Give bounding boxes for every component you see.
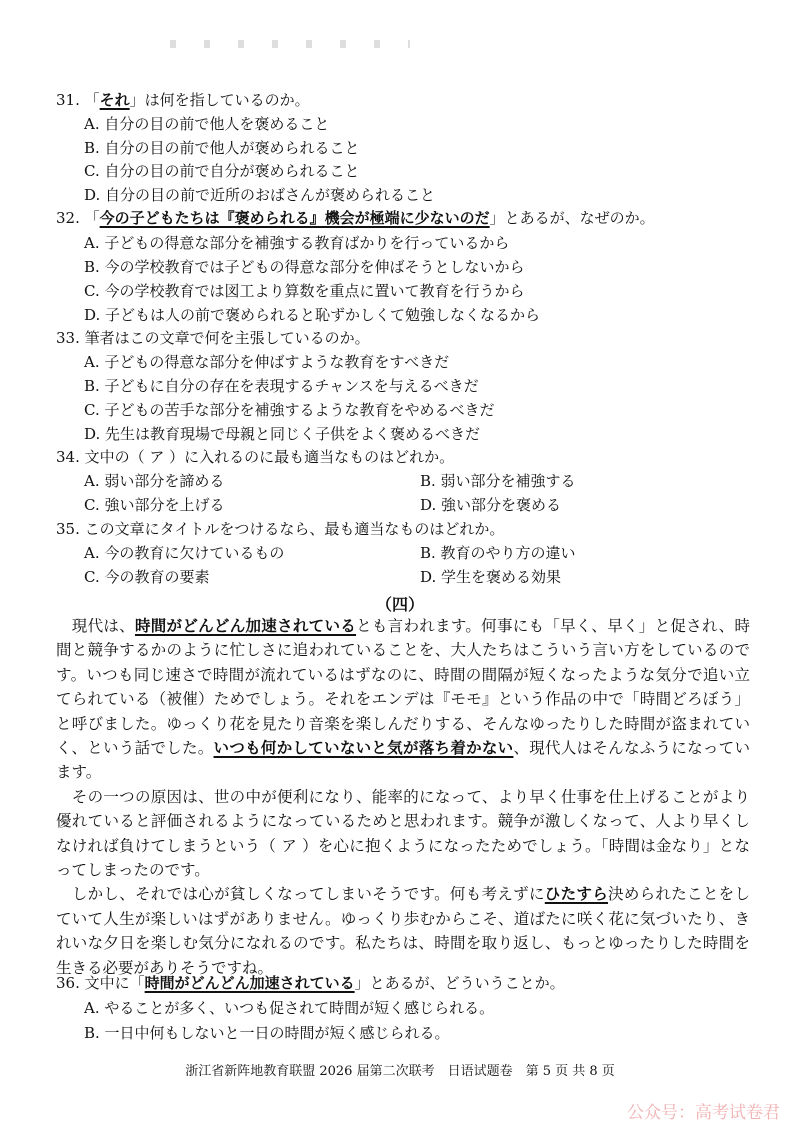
underlined-reference: それ <box>99 91 130 109</box>
question-36-stem: 36. 文中に「時間がどんどん加速されている」とあるが、どういうことか。 <box>56 974 565 992</box>
q32-option-c[interactable]: C. 今の学校教育では図工より算数を重点に置いて教育を行うから <box>84 282 525 300</box>
q35-option-a[interactable]: A. 今の教育に欠けているもの <box>84 544 285 562</box>
q33-option-a[interactable]: A. 子どもの得意な部分を伸ばすような教育をすべきだ <box>84 353 450 371</box>
scan-artifact <box>170 40 410 48</box>
q35-option-d[interactable]: D. 学生を褒める効果 <box>420 568 562 586</box>
section-heading: （四） <box>375 595 424 614</box>
passage-paragraph-2: その一つの原因は、世の中が便利になり、能率的になって、より早く仕事を仕上げることがより優れていると評価されるようになっているためと思われます。競争が激しくなって、人より早くしなければ負けてしまうという（ ア ）を心に抱くようになったためでしょう。「時間は金なり」となってしまったのです。 <box>56 787 750 880</box>
q32-option-b[interactable]: B. 今の学校教育では子どもの得意な部分を伸ばそうとしないから <box>84 258 525 276</box>
q33-option-c[interactable]: C. 子どもの苦手な部分を補強するような教育をやめるべきだ <box>84 401 495 419</box>
q31-option-d[interactable]: D. 自分の目の前で近所のおばさんが褒められること <box>84 186 436 204</box>
passage-paragraph-1: 現代は、時間がどんどん加速されているとも言われます。何事にも「早く、早く」と促され、時間と競争するかのように忙しさに追われていることを、大人たちはこういう言い方をしているのです。いつも同じ速さで時間が流れているはずなのに、時間の間隔が短くなったような気分で追い立てられている（被催）ためでしょう。それをエンデは『モモ』という作品の中で「時間どろぼう」と呼びました。ゆっくり花を見たり音楽を楽しんだりする、そんなゆったりした時間が盗まれていく、という話でした。いつも何かしていないと気が落ち着かない、現代人はそんなふうになっています。 <box>56 616 750 782</box>
q31-option-c[interactable]: C. 自分の目の前で自分が褒められること <box>84 162 360 180</box>
question-35-stem: 35. この文章にタイトルをつけるなら、最も適当なものはどれか。 <box>56 520 505 538</box>
q36-option-b[interactable]: B. 一日中何もしないと一日の時間が短く感じられる。 <box>84 1024 450 1042</box>
question-33-stem: 33. 筆者はこの文章で何を主張しているのか。 <box>56 329 370 347</box>
q35-option-b[interactable]: B. 教育のやり方の違い <box>420 544 576 562</box>
q35-option-c[interactable]: C. 今の教育の要素 <box>84 568 210 586</box>
page-footer: 浙江省新阵地教育联盟 2026 届第二次联考 日语试题卷 第 5 页 共 8 页 <box>185 1064 615 1079</box>
question-31-stem: 31. 「それ」は何を指しているのか。 <box>56 91 310 109</box>
q33-option-d[interactable]: D. 先生は教育現場で母親と同じく子供をよく褒めるべきだ <box>84 425 481 443</box>
q32-option-d[interactable]: D. 子どもは人の前で褒められると恥ずかしくて勉強しなくなるから <box>84 306 541 324</box>
watermark: 公众号：高考试卷君 <box>627 1103 780 1123</box>
underlined-phrase: ひたすら <box>544 884 609 904</box>
q34-option-a[interactable]: A. 弱い部分を諦める <box>84 472 225 490</box>
underlined-phrase: いつも何かしていないと気が落ち着かない <box>213 738 514 758</box>
q31-option-a[interactable]: A. 自分の目の前で他人を褒めること <box>84 115 330 133</box>
reading-passage <box>56 614 750 980</box>
q34-option-c[interactable]: C. 強い部分を上げる <box>84 496 225 514</box>
q33-option-b[interactable]: B. 子どもに自分の存在を表現するチャンスを与えるべきだ <box>84 377 479 395</box>
underlined-reference: 時間がどんどん加速されている <box>144 974 355 992</box>
underlined-reference: 今の子どもたちは『褒められる』機会が極端に少ないのだ <box>99 209 490 227</box>
underlined-phrase: 時間がどんどん加速されている <box>134 616 357 635</box>
question-34-stem: 34. 文中の（ ア ）に入れるのに最も適当なものはどれか。 <box>56 448 455 466</box>
question-32-stem: 32. 「今の子どもたちは『褒められる』機会が極端に少ないのだ」とあるが、なぜのか。 <box>56 209 655 227</box>
q34-option-d[interactable]: D. 強い部分を褒める <box>420 496 562 514</box>
q31-option-b[interactable]: B. 自分の目の前で他人が褒められること <box>84 139 360 157</box>
q34-option-b[interactable]: B. 弱い部分を補強する <box>420 472 576 490</box>
q32-option-a[interactable]: A. 子どもの得意な部分を補強する教育ばかりを行っているから <box>84 234 510 252</box>
q36-option-a[interactable]: A. やることが多く、いつも促されて時間が短く感じられる。 <box>84 999 495 1017</box>
passage-paragraph-3: しかし、それでは心が貧しくなってしまいそうです。何も考えずにひたすら決められたことをしていて人生が楽しいはずがありません。ゆっくり歩むからこそ、道ばたに咲く花に気づいたり、きれいな夕日を楽しむ気分になれるのです。私たちは、時間を取り返し、もっとゆったりした時間を生きる必要がありそうですね。 <box>56 884 750 977</box>
